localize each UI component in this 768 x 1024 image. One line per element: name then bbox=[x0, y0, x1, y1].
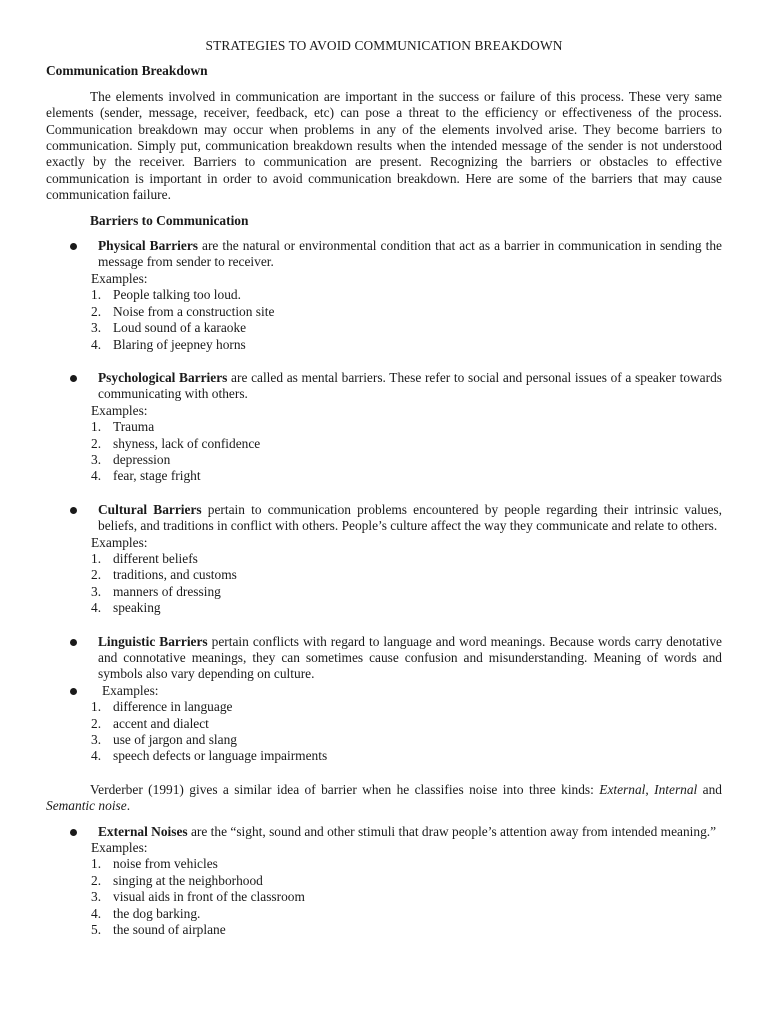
list-number: 1. bbox=[91, 856, 102, 872]
list-text: the sound of airplane bbox=[113, 922, 226, 938]
noise-description bbox=[98, 824, 722, 840]
list-number: 2. bbox=[91, 715, 102, 731]
list-number: 4. bbox=[91, 748, 102, 764]
bullet-dot bbox=[70, 688, 77, 695]
list-text: Trauma bbox=[113, 419, 155, 435]
list-number: 1. bbox=[91, 550, 102, 566]
list-item bbox=[91, 906, 722, 922]
barrier-description-text: are called as mental barriers. These refer to social and personal issues of a speaker towards communicating with others. bbox=[98, 369, 722, 402]
list-text: noise from vehicles bbox=[113, 856, 218, 872]
list-item bbox=[91, 304, 722, 320]
list-number: 5. bbox=[91, 922, 102, 938]
list-item bbox=[91, 856, 722, 872]
list-number: 4. bbox=[91, 468, 102, 484]
list-item bbox=[91, 452, 722, 468]
list-item bbox=[91, 436, 722, 452]
list-text: shyness, lack of confidence bbox=[113, 435, 261, 451]
list-number: 2. bbox=[91, 435, 102, 451]
examples-list bbox=[91, 699, 722, 765]
barrier-term: Physical Barriers bbox=[98, 238, 198, 254]
examples-label: Examples: bbox=[91, 534, 148, 550]
barriers-heading: Barriers to Communication bbox=[90, 212, 249, 228]
separator: , bbox=[645, 781, 655, 797]
barrier-term: Cultural Barriers bbox=[98, 501, 202, 517]
list-text: People talking too loud. bbox=[113, 287, 241, 303]
list-text: Loud sound of a karaoke bbox=[113, 320, 247, 336]
noise-term: External Noises bbox=[98, 823, 188, 839]
section-heading: Communication Breakdown bbox=[46, 63, 208, 79]
barrier-description bbox=[98, 370, 722, 403]
list-text: Blaring of jeepney horns bbox=[113, 336, 246, 352]
examples-label: Examples: bbox=[91, 270, 148, 286]
barrier-description-text: are the natural or environmental condition that act as a barrier in communication in sending the message from sender to receiver. bbox=[98, 238, 722, 270]
list-number: 3. bbox=[91, 451, 102, 467]
bullet-dot bbox=[70, 507, 77, 514]
list-item bbox=[91, 287, 722, 303]
list-text: different beliefs bbox=[113, 550, 198, 566]
separator: and bbox=[697, 781, 722, 797]
barrier-description-text: pertain to communication problems encountered by people regarding their intrinsic values, beliefs, and traditions in conflict with others. People’s culture affect the way they communicate and relate to others. bbox=[98, 501, 722, 534]
list-item bbox=[91, 873, 722, 889]
list-text: fear, stage fright bbox=[113, 468, 201, 484]
paragraph-text: Verderber (1991) gives a similar idea of barrier when he classifies noise into three kinds: bbox=[90, 781, 600, 797]
list-item bbox=[91, 732, 722, 748]
list-number: 4. bbox=[91, 336, 102, 352]
list-text: traditions, and customs bbox=[113, 567, 237, 583]
list-number: 2. bbox=[91, 303, 102, 319]
examples-list bbox=[91, 287, 722, 353]
barrier-item-cultural bbox=[46, 502, 722, 617]
examples-list bbox=[91, 856, 722, 938]
list-number: 3. bbox=[91, 583, 102, 599]
examples-label: Examples: bbox=[91, 840, 148, 856]
barrier-term: Psychological Barriers bbox=[98, 369, 228, 385]
barrier-description bbox=[98, 238, 722, 271]
barrier-description bbox=[98, 634, 722, 683]
list-text: depression bbox=[113, 451, 171, 467]
noise-kind-external: External bbox=[599, 781, 646, 797]
list-item bbox=[91, 567, 722, 583]
list-text: visual aids in front of the classroom bbox=[113, 889, 305, 905]
bullet-dot bbox=[70, 829, 77, 836]
list-item bbox=[91, 716, 722, 732]
list-text: Noise from a construction site bbox=[113, 303, 275, 319]
list-number: 3. bbox=[91, 320, 102, 336]
noise-description-text: are the “sight, sound and other stimuli that draw people’s attention away from intended meaning.” bbox=[187, 823, 717, 839]
list-text: accent and dialect bbox=[113, 715, 209, 731]
examples-list bbox=[91, 551, 722, 617]
list-number: 2. bbox=[91, 872, 102, 888]
barrier-item-psychological bbox=[46, 370, 722, 485]
examples-label: Examples: bbox=[91, 402, 148, 418]
bullet-dot bbox=[70, 243, 77, 250]
list-item bbox=[91, 889, 722, 905]
list-item bbox=[91, 748, 722, 764]
list-text: manners of dressing bbox=[113, 583, 221, 599]
list-item bbox=[91, 551, 722, 567]
list-item bbox=[91, 419, 722, 435]
examples-label: Examples: bbox=[102, 682, 159, 698]
list-item bbox=[91, 699, 722, 715]
document-title: STRATEGIES TO AVOID COMMUNICATION BREAKDOWN bbox=[205, 38, 563, 53]
list-text: speech defects or language impairments bbox=[113, 748, 328, 764]
list-number: 3. bbox=[91, 732, 102, 748]
intro-paragraph: The elements involved in communication are important in the success or failure of this process. These very same elements (sender, message, receiver, feedback, etc) can pose a threat to the efficiency or effectiveness of the process. Communication breakdown may occur when problems in any of the elements involved arise. They become barriers to communication. Simply put, communication breakdown results when the intended message of the sender is not understood exactly by the receiver. Barriers to communication are present. Recognizing the barriers or obstacles to effective communication is important in order to avoid communication breakdown. Here are some of the barriers that may cause communication failure. bbox=[46, 88, 722, 203]
noise-kind-semantic: Semantic noise bbox=[46, 798, 127, 814]
list-number: 4. bbox=[91, 600, 102, 616]
barrier-item-physical bbox=[46, 238, 722, 353]
list-number: 4. bbox=[91, 905, 102, 921]
list-item bbox=[91, 600, 722, 616]
bullet-dot bbox=[70, 639, 77, 646]
noise-kind-internal: Internal bbox=[654, 781, 698, 797]
list-item bbox=[91, 320, 722, 336]
examples-list bbox=[91, 419, 722, 485]
list-text: difference in language bbox=[113, 699, 233, 715]
list-number: 1. bbox=[91, 287, 102, 303]
barrier-description bbox=[98, 502, 722, 535]
list-text: speaking bbox=[113, 600, 161, 616]
list-number: 2. bbox=[91, 567, 102, 583]
list-item bbox=[91, 922, 722, 938]
list-text: singing at the neighborhood bbox=[113, 872, 263, 888]
document-page bbox=[46, 38, 722, 939]
list-text: use of jargon and slang bbox=[113, 732, 237, 748]
noise-item-external bbox=[46, 824, 722, 939]
list-number: 1. bbox=[91, 699, 102, 715]
list-item bbox=[91, 584, 722, 600]
list-item bbox=[91, 337, 722, 353]
list-number: 3. bbox=[91, 889, 102, 905]
list-text: the dog barking. bbox=[113, 905, 201, 921]
bullet-dot bbox=[70, 375, 77, 382]
list-item bbox=[91, 468, 722, 484]
barrier-item-linguistic bbox=[46, 634, 722, 765]
barrier-term: Linguistic Barriers bbox=[98, 633, 208, 649]
verderber-paragraph bbox=[46, 782, 722, 815]
barrier-description-text: pertain conflicts with regard to language and word meanings. Because words carry denotative and connotative meanings, they can sometimes cause confusion and misunderstanding. Meaning of words and symbols also vary depending on culture. bbox=[98, 633, 722, 682]
list-number: 1. bbox=[91, 419, 102, 435]
period: . bbox=[126, 798, 131, 814]
